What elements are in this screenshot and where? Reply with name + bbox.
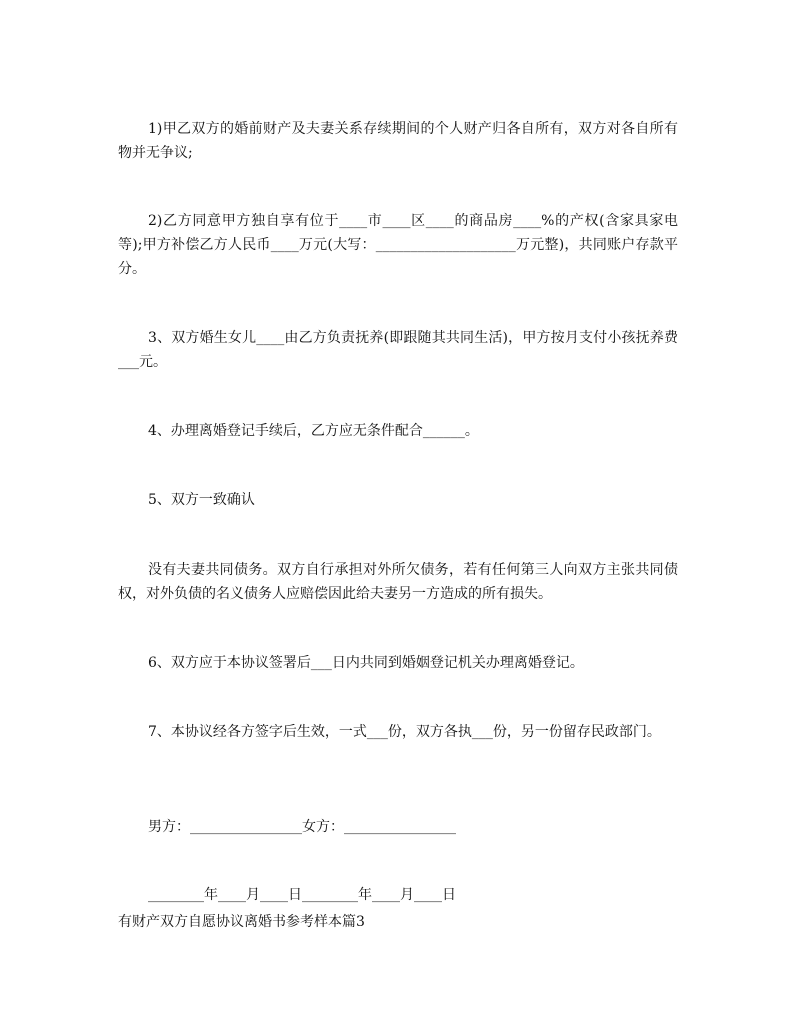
clause-5-debt-statement: 没有夫妻共同债务。双方自行承担对外所欠债务，若有任何第三人向双方主张共同债权，对外负债的名义债务人应赔偿因此给夫妻另一方造成的所有损失。: [118, 562, 678, 602]
clause-7-effectiveness: 7、本协议经各方签字后生效，一式___份，双方各执___份，另一份留存民政部门。: [148, 724, 661, 740]
clause-2-house-ownership: 2)乙方同意甲方独自享有位于____市____区____的商品房____%的产权(含家具家电等);甲方补偿乙方人民币____万元(大写：____________________万元整)，共同账户存款平分。: [118, 213, 678, 277]
date-line: ________年____月____日________年____月____日: [148, 887, 456, 903]
clause-4-registration-cooperation: 4、办理离婚登记手续后，乙方应无条件配合______。: [148, 423, 479, 439]
clause-1-premarital-property: 1)甲乙双方的婚前财产及夫妻关系存续期间的个人财产归各自所有，双方对各自所有物并无争议;: [118, 121, 678, 161]
clause-3-child-custody: 3、双方婚生女儿____由乙方负责抚养(即跟随其共同生活)，甲方按月支付小孩抚养费___元。: [118, 330, 678, 370]
signature-line: 男方：________________女方：________________: [148, 819, 456, 835]
next-section-title: 有财产双方自愿协议离婚书参考样本篇3: [118, 914, 365, 930]
clause-5-heading: 5、双方一致确认: [148, 492, 255, 508]
clause-6-registration-deadline: 6、双方应于本协议签署后___日内共同到婚姻登记机关办理离婚登记。: [148, 655, 584, 671]
